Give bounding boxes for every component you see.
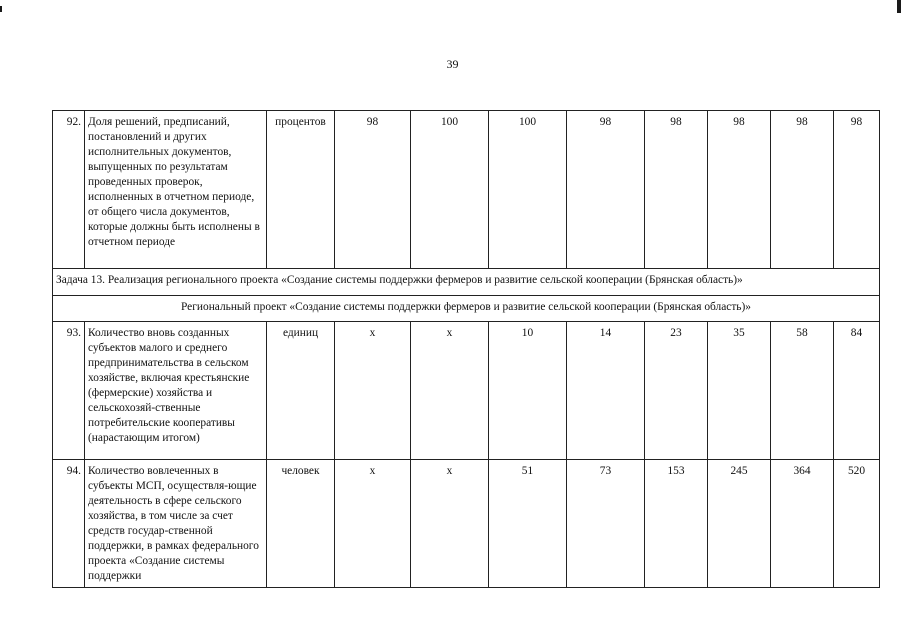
row-number: 92. [53, 111, 85, 269]
value-cell: 35 [708, 322, 771, 460]
value-cell: 98 [335, 111, 411, 269]
value-cell: 98 [834, 111, 880, 269]
value-cell: 100 [411, 111, 489, 269]
value-cell: 98 [567, 111, 645, 269]
value-cell: 364 [771, 460, 834, 588]
row-number: 94. [53, 460, 85, 588]
value-cell: 84 [834, 322, 880, 460]
value-cell: 245 [708, 460, 771, 588]
value-cell: 51 [489, 460, 567, 588]
value-cell: 98 [708, 111, 771, 269]
value-cell: 98 [771, 111, 834, 269]
value-cell: 100 [489, 111, 567, 269]
unit-cell: процентов [267, 111, 335, 269]
table-row [53, 322, 880, 460]
value-cell: х [335, 322, 411, 460]
section-row [53, 269, 880, 296]
page-number: 39 [446, 57, 459, 71]
indicator-name: Доля решений, предписаний, постановлений и других исполнительных документов, выпущенных по результатам проведенных проверок, исполненных в отчетном периоде, от общего числа документов, которые должны быть исполнены в отчетном периоде [85, 111, 267, 269]
indicator-name: Количество вновь созданных субъектов малого и среднего предпринимательства в сельском хозяйстве, включая крестьянские (фермерские) хозяйства и сельскохозяй-ственные потребительские кооперативы (нарастающим итогом) [85, 322, 267, 460]
row-number: 93. [53, 322, 85, 460]
project-heading: Региональный проект «Создание системы поддержки фермеров и развитие сельской кооперации (Брянская область)» [53, 296, 880, 322]
value-cell: 14 [567, 322, 645, 460]
value-cell: 10 [489, 322, 567, 460]
value-cell: х [411, 322, 489, 460]
value-cell: 520 [834, 460, 880, 588]
unit-cell: единиц [267, 322, 335, 460]
scan-edge-mark [897, 0, 901, 13]
value-cell: х [411, 460, 489, 588]
value-cell: 98 [645, 111, 708, 269]
value-cell: 153 [645, 460, 708, 588]
table-row [53, 111, 880, 269]
table-row [53, 460, 880, 588]
value-cell: 73 [567, 460, 645, 588]
unit-cell: человек [267, 460, 335, 588]
task-heading: Задача 13. Реализация регионального проекта «Создание системы поддержки фермеров и развитие сельской кооперации (Брянская область)» [53, 269, 880, 296]
indicators-table [52, 110, 880, 588]
section-row [53, 296, 880, 322]
indicator-name: Количество вовлеченных в субъекты МСП, осуществля-ющие деятельность в сфере сельского хозяйства, в том числе за счет средств государ-ственной поддержки, в рамках федерального проекта «Создание системы поддержки [85, 460, 267, 588]
value-cell: 58 [771, 322, 834, 460]
value-cell: 23 [645, 322, 708, 460]
value-cell: х [335, 460, 411, 588]
scan-edge-mark [0, 6, 2, 12]
